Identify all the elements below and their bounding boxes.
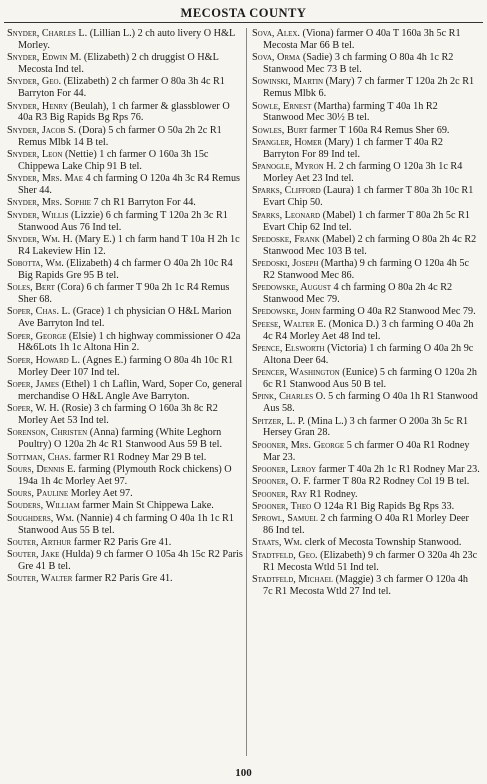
directory-entry bbox=[252, 306, 480, 318]
entry-details: 2 ch farming O 120a 3h 1c R4 Morley Aet 23 Ind tel. bbox=[263, 161, 463, 185]
entry-name: Spencer, Washington bbox=[252, 367, 340, 379]
directory-entry bbox=[252, 319, 480, 343]
entry-name: Snyder, Willis bbox=[7, 209, 69, 221]
entry-details: (Mary) 1 ch farmer T 40a R2 Barryton For 89 Ind tel. bbox=[263, 137, 443, 160]
entry-name: Snyder, Mrs. Mae bbox=[7, 173, 83, 185]
entry-details: (Elizabeth) 2 ch farmer O 80a 3h 4c R1 Barryton For 44. bbox=[18, 76, 225, 100]
directory-entry bbox=[7, 197, 243, 209]
entry-details: (Mabel) 1 ch farmer T 80a 2h 5c R1 Evart Chip 62 Ind tel. bbox=[263, 209, 470, 233]
entry-name: Spedowske, August bbox=[252, 282, 331, 294]
directory-entry bbox=[252, 185, 480, 209]
entry-details: (Viona) farmer O 40a T 160a 3h 5c R1 Mecosta Mar 66 B tel. bbox=[263, 28, 461, 51]
entry-name: Souter, Arthur bbox=[7, 536, 72, 548]
entry-details: (Eunice) 5 ch farming O 120a 2h 6c R1 Stanwood Aus 50 B tel. bbox=[263, 367, 477, 390]
directory-entry bbox=[252, 76, 480, 100]
directory-entry bbox=[7, 452, 243, 464]
entry-details: Morley Aet 97. bbox=[68, 488, 133, 500]
entry-name: Soper, Chas. L. bbox=[7, 306, 71, 318]
entry-details: (Lillian L.) 2 ch auto livery O H&L Morley. bbox=[18, 28, 235, 51]
entry-details: (Martha) 9 ch farming O 120a 4h 5c R2 Stanwood Mec 86. bbox=[263, 258, 469, 281]
entry-name: Stadtfeld, Geo. bbox=[252, 549, 318, 561]
directory-entry bbox=[7, 573, 243, 585]
entry-details: (Martha) farming T 40a 1h R2 Stanwood Mec 30½ B tel. bbox=[263, 100, 438, 124]
entry-name: Snyder, Geo. bbox=[7, 76, 62, 88]
entry-name: Snyder, Wm. H. bbox=[7, 233, 73, 245]
entry-name: Spitzer, L. P. bbox=[252, 415, 305, 427]
entry-name: Souter, Walter bbox=[7, 573, 73, 585]
entry-name: Sprowl, Samuel bbox=[252, 513, 318, 525]
entry-details: (Beulah), 1 ch farmer & glassblower O 40a R3 Big Rapids Bg Rps 76. bbox=[18, 100, 230, 124]
entry-name: Snyder, Henry bbox=[7, 100, 68, 112]
directory-entry bbox=[252, 137, 480, 161]
entry-name: Soper, George bbox=[7, 330, 67, 342]
directory-entry bbox=[7, 125, 243, 149]
entry-details: R1 Rodney. bbox=[307, 488, 358, 500]
directory-entry bbox=[7, 403, 243, 427]
directory-entry bbox=[7, 52, 243, 76]
directory-entry bbox=[7, 234, 243, 258]
directory-entry bbox=[252, 234, 480, 258]
directory-entry bbox=[7, 500, 243, 512]
entry-name: Spangler, Homer bbox=[252, 137, 322, 149]
page-title: MECOSTA COUNTY bbox=[180, 6, 307, 20]
entry-name: Staats, Wm. bbox=[252, 537, 303, 549]
entry-name: Snyder, Charles L. bbox=[7, 28, 88, 39]
entry-name: Souter, Jake bbox=[7, 549, 60, 561]
entry-name: Spence, Elsworth bbox=[252, 342, 325, 354]
entry-details: (Mina L.) 3 ch farmer O 200a 3h 5c R1 Hersey Gran 28. bbox=[263, 415, 469, 439]
entry-details: (Agnes E.) farming O 80a 4h 10c R1 Morley Deer 107 Ind tel. bbox=[18, 354, 234, 378]
entry-details: (Elizabeth) 9 ch farmer O 320a 4h 23c R1 Mecosta Wtld 51 Ind tel. bbox=[263, 549, 478, 573]
entry-details: (Sadie) 3 ch farming O 80a 4h 1c R2 Stanwood Mec 73 B tel. bbox=[263, 52, 454, 76]
entry-details: (Grace) 1 ch physician O H&L Marion Ave Barryton Ind tel. bbox=[18, 306, 232, 330]
entry-details: farming (Plymouth Rock chickens) O 194a 1h 4c Morley Aet 97. bbox=[18, 463, 232, 487]
directory-entry bbox=[252, 476, 480, 488]
entry-details: (Mabel) 2 ch farming O 80a 2h 4c R2 Stanwood Mec 103 B tel. bbox=[263, 233, 477, 257]
directory-entry bbox=[7, 210, 243, 234]
entry-name: Sowles, Burt bbox=[252, 124, 308, 136]
entry-name: Soughders, Wm. bbox=[7, 512, 75, 524]
entry-name: Spooner, Leroy bbox=[252, 463, 317, 475]
entry-details: (Elizabeth) 2 ch druggist O H&L Mecosta Ind tel. bbox=[18, 52, 219, 76]
directory-entry bbox=[7, 101, 243, 125]
entry-name: Snyder, Leon bbox=[7, 148, 63, 160]
entry-details: (Elizabeth) 4 ch farmer O 40a 2h 10c R4 Big Rapids Gre 95 B tel. bbox=[18, 258, 233, 281]
entry-name: Sorenson, Christen bbox=[7, 427, 88, 439]
directory-entry bbox=[7, 427, 243, 451]
directory-entry bbox=[252, 391, 480, 415]
entry-name: Soles, Bert bbox=[7, 282, 55, 294]
entry-name: Spooner, O. F. bbox=[252, 476, 311, 488]
entry-details: (Mary E.) 1 ch farm hand T 10a H 2h 1c R4 Lakeview Hin 12. bbox=[18, 233, 240, 257]
directory-entry bbox=[7, 76, 243, 100]
directory-entry bbox=[7, 173, 243, 197]
entry-details: 2 ch farming O 40a R1 Morley Deer 86 Ind tel. bbox=[263, 513, 469, 537]
entry-name: Sova, Alex. bbox=[252, 28, 300, 39]
entry-details: (Nannie) 4 ch farming O 40a 1h 1c R1 Stanwood Aus 55 B tel. bbox=[18, 512, 234, 536]
entry-name: Spooner, Ray bbox=[252, 488, 308, 500]
entry-details: (Victoria) 1 ch farming O 40a 2h 9c Altona Deer 64. bbox=[263, 342, 474, 366]
entry-details: 4 ch farming O 80a 2h 4c R2 Stanwood Mec 79. bbox=[263, 282, 453, 306]
directory-entry bbox=[252, 440, 480, 464]
entry-details: (Nettie) 1 ch farmer O 160a 3h 15c Chippewa Lake Chip 91 B tel. bbox=[18, 148, 209, 172]
page-number: 100 bbox=[235, 767, 252, 779]
entry-name: Soper, W. H. bbox=[7, 403, 60, 415]
entry-details: 4 ch farming O 120a 4h 3c R4 Remus Sher 44. bbox=[18, 173, 241, 196]
entry-details: farmer R1 Rodney Mar 29 B tel. bbox=[71, 451, 207, 463]
directory-entry bbox=[252, 343, 480, 367]
directory-entry bbox=[252, 161, 480, 185]
entry-details: farmer R2 Paris Gre 41. bbox=[71, 536, 172, 548]
entry-name: Souders, William bbox=[7, 500, 80, 512]
directory-entry bbox=[252, 489, 480, 501]
directory-entry bbox=[252, 52, 480, 76]
entry-details: farmer Main St Chippewa Lake. bbox=[79, 500, 214, 512]
entry-details: (Hulda) 9 ch farmer O 105a 4h 15c R2 Paris Gre 41 B tel. bbox=[18, 549, 243, 573]
entry-name: Sours, Dennis E. bbox=[7, 463, 76, 475]
entry-name: Sowinski, Martin bbox=[252, 76, 324, 88]
entry-details: farmer T 160a R4 Remus Sher 69. bbox=[307, 124, 450, 136]
directory-entry bbox=[7, 464, 243, 488]
directory-entry bbox=[7, 379, 243, 403]
entry-name: Speese, Walter E. bbox=[252, 318, 327, 330]
entry-details: farmer T 80a R2 Rodney Col 19 B tel. bbox=[310, 476, 470, 488]
directory-entry bbox=[252, 537, 480, 549]
directory-entry bbox=[7, 537, 243, 549]
entry-name: Snyder, Jacob S. bbox=[7, 124, 77, 136]
entry-name: Snyder, Edwin M. bbox=[7, 52, 82, 64]
directory-entry bbox=[252, 210, 480, 234]
directory-entry bbox=[7, 282, 243, 306]
entry-name: Sottman, Chas. bbox=[7, 451, 72, 463]
entry-details: clerk of Mecosta Township Stanwood. bbox=[302, 537, 462, 549]
directory-entry bbox=[252, 574, 480, 598]
directory-entry bbox=[252, 513, 480, 537]
entry-details: farmer R2 Paris Gre 41. bbox=[72, 573, 173, 585]
entry-details: 5 ch farmer O 40a R1 Rodney Mar 23. bbox=[263, 439, 470, 463]
entry-details: (Anna) farming (White Leghorn Poultry) O 120a 2h 4c R1 Stanwood Aus 59 B tel. bbox=[18, 427, 223, 451]
directory-entry bbox=[7, 488, 243, 500]
directory-entry bbox=[7, 355, 243, 379]
directory-entry bbox=[252, 501, 480, 513]
entry-name: Sparks, Leonard bbox=[252, 209, 321, 221]
entry-details: 5 ch farming O 40a 1h R1 Stanwood Aus 58. bbox=[263, 391, 478, 415]
header-rule bbox=[4, 22, 483, 23]
entry-details: (Ethel) 1 ch Laflin, Ward, Soper Co, general merchandise O H&L Angle Ave Barryton. bbox=[18, 378, 243, 402]
entry-name: Sparks, Clifford bbox=[252, 185, 321, 197]
entry-name: Soper, Howard L. bbox=[7, 354, 80, 366]
directory-column-right bbox=[252, 28, 480, 598]
entry-name: Sova, Orma bbox=[252, 52, 301, 64]
entry-details: (Mary) 7 ch farmer T 120a 2h 2c R1 Remus Mlbk 6. bbox=[263, 76, 475, 100]
entry-details: O 124a R1 Big Rapids Bg Rps 33. bbox=[311, 500, 455, 512]
entry-details: farmer T 40a 2h 1c R1 Rodney Mar 23. bbox=[316, 463, 480, 475]
entry-name: Snyder, Mrs. Sophie bbox=[7, 197, 91, 209]
entry-name: Spooner, Theo bbox=[252, 500, 312, 512]
entry-name: Spink, Charles O. bbox=[252, 391, 326, 403]
directory-entry bbox=[252, 258, 480, 282]
entry-name: Sours, Pauline bbox=[7, 488, 69, 500]
entry-name: Stadtfeld, Michael bbox=[252, 573, 334, 585]
directory-entry bbox=[252, 550, 480, 574]
directory-entry bbox=[7, 513, 243, 537]
directory-entry bbox=[7, 306, 243, 330]
entry-details: (Dora) 5 ch farmer O 50a 2h 2c R1 Remus Mlbk 14 B tel. bbox=[18, 124, 222, 148]
entry-name: Spooner, Mrs. George bbox=[252, 439, 345, 451]
directory-entry bbox=[7, 549, 243, 573]
directory-entry bbox=[252, 367, 480, 391]
entry-name: Sobotta, Wm. bbox=[7, 258, 64, 270]
entry-name: Spedoske, Frank bbox=[252, 233, 320, 245]
directory-entry bbox=[252, 101, 480, 125]
entry-name: Spanogle, Myron H. bbox=[252, 161, 337, 173]
directory-entry bbox=[7, 28, 243, 52]
entry-details: farming O 40a R2 Stanwood Mec 79. bbox=[320, 306, 476, 318]
directory-entry bbox=[252, 28, 480, 52]
entry-details: (Laura) 1 ch farmer T 80a 3h 10c R1 Evart Chip 50. bbox=[263, 185, 474, 209]
entry-name: Spedowske, John bbox=[252, 306, 320, 318]
column-divider bbox=[246, 28, 247, 756]
entry-details: (Maggie) 3 ch farmer O 120a 4h 7c R1 Mecosta Wtld 27 Ind tel. bbox=[263, 573, 469, 597]
directory-entry bbox=[252, 416, 480, 440]
entry-details: (Elsie) 1 ch highway commissioner O 42a H&6Lots 1h 1c Altona Hin 2. bbox=[18, 330, 241, 354]
directory-entry bbox=[7, 258, 243, 282]
entry-name: Sowle, Ernest bbox=[252, 100, 312, 112]
directory-entry bbox=[7, 149, 243, 173]
entry-details: (Rosie) 3 ch farming O 160a 3h 8c R2 Morley Aet 53 Ind tel. bbox=[18, 403, 218, 426]
entry-details: (Lizzie) 6 ch farming T 120a 2h 3c R1 Stanwood Aus 76 Ind tel. bbox=[18, 209, 228, 233]
entry-details: (Monica D.) 3 ch farming O 40a 2h 4c R4 Morley Aet 48 Ind tel. bbox=[263, 318, 474, 342]
directory-entry bbox=[252, 282, 480, 306]
directory-entry bbox=[252, 125, 480, 137]
directory-column-left bbox=[7, 28, 243, 586]
entry-details: (Cora) 6 ch farmer T 90a 2h 1c R4 Remus Sher 68. bbox=[18, 282, 230, 306]
directory-entry bbox=[7, 331, 243, 355]
entry-details: 7 ch R1 Barryton For 44. bbox=[90, 197, 196, 209]
directory-entry bbox=[252, 464, 480, 476]
entry-name: Spedoski, Joseph bbox=[252, 258, 319, 270]
entry-name: Soper, James bbox=[7, 378, 60, 390]
